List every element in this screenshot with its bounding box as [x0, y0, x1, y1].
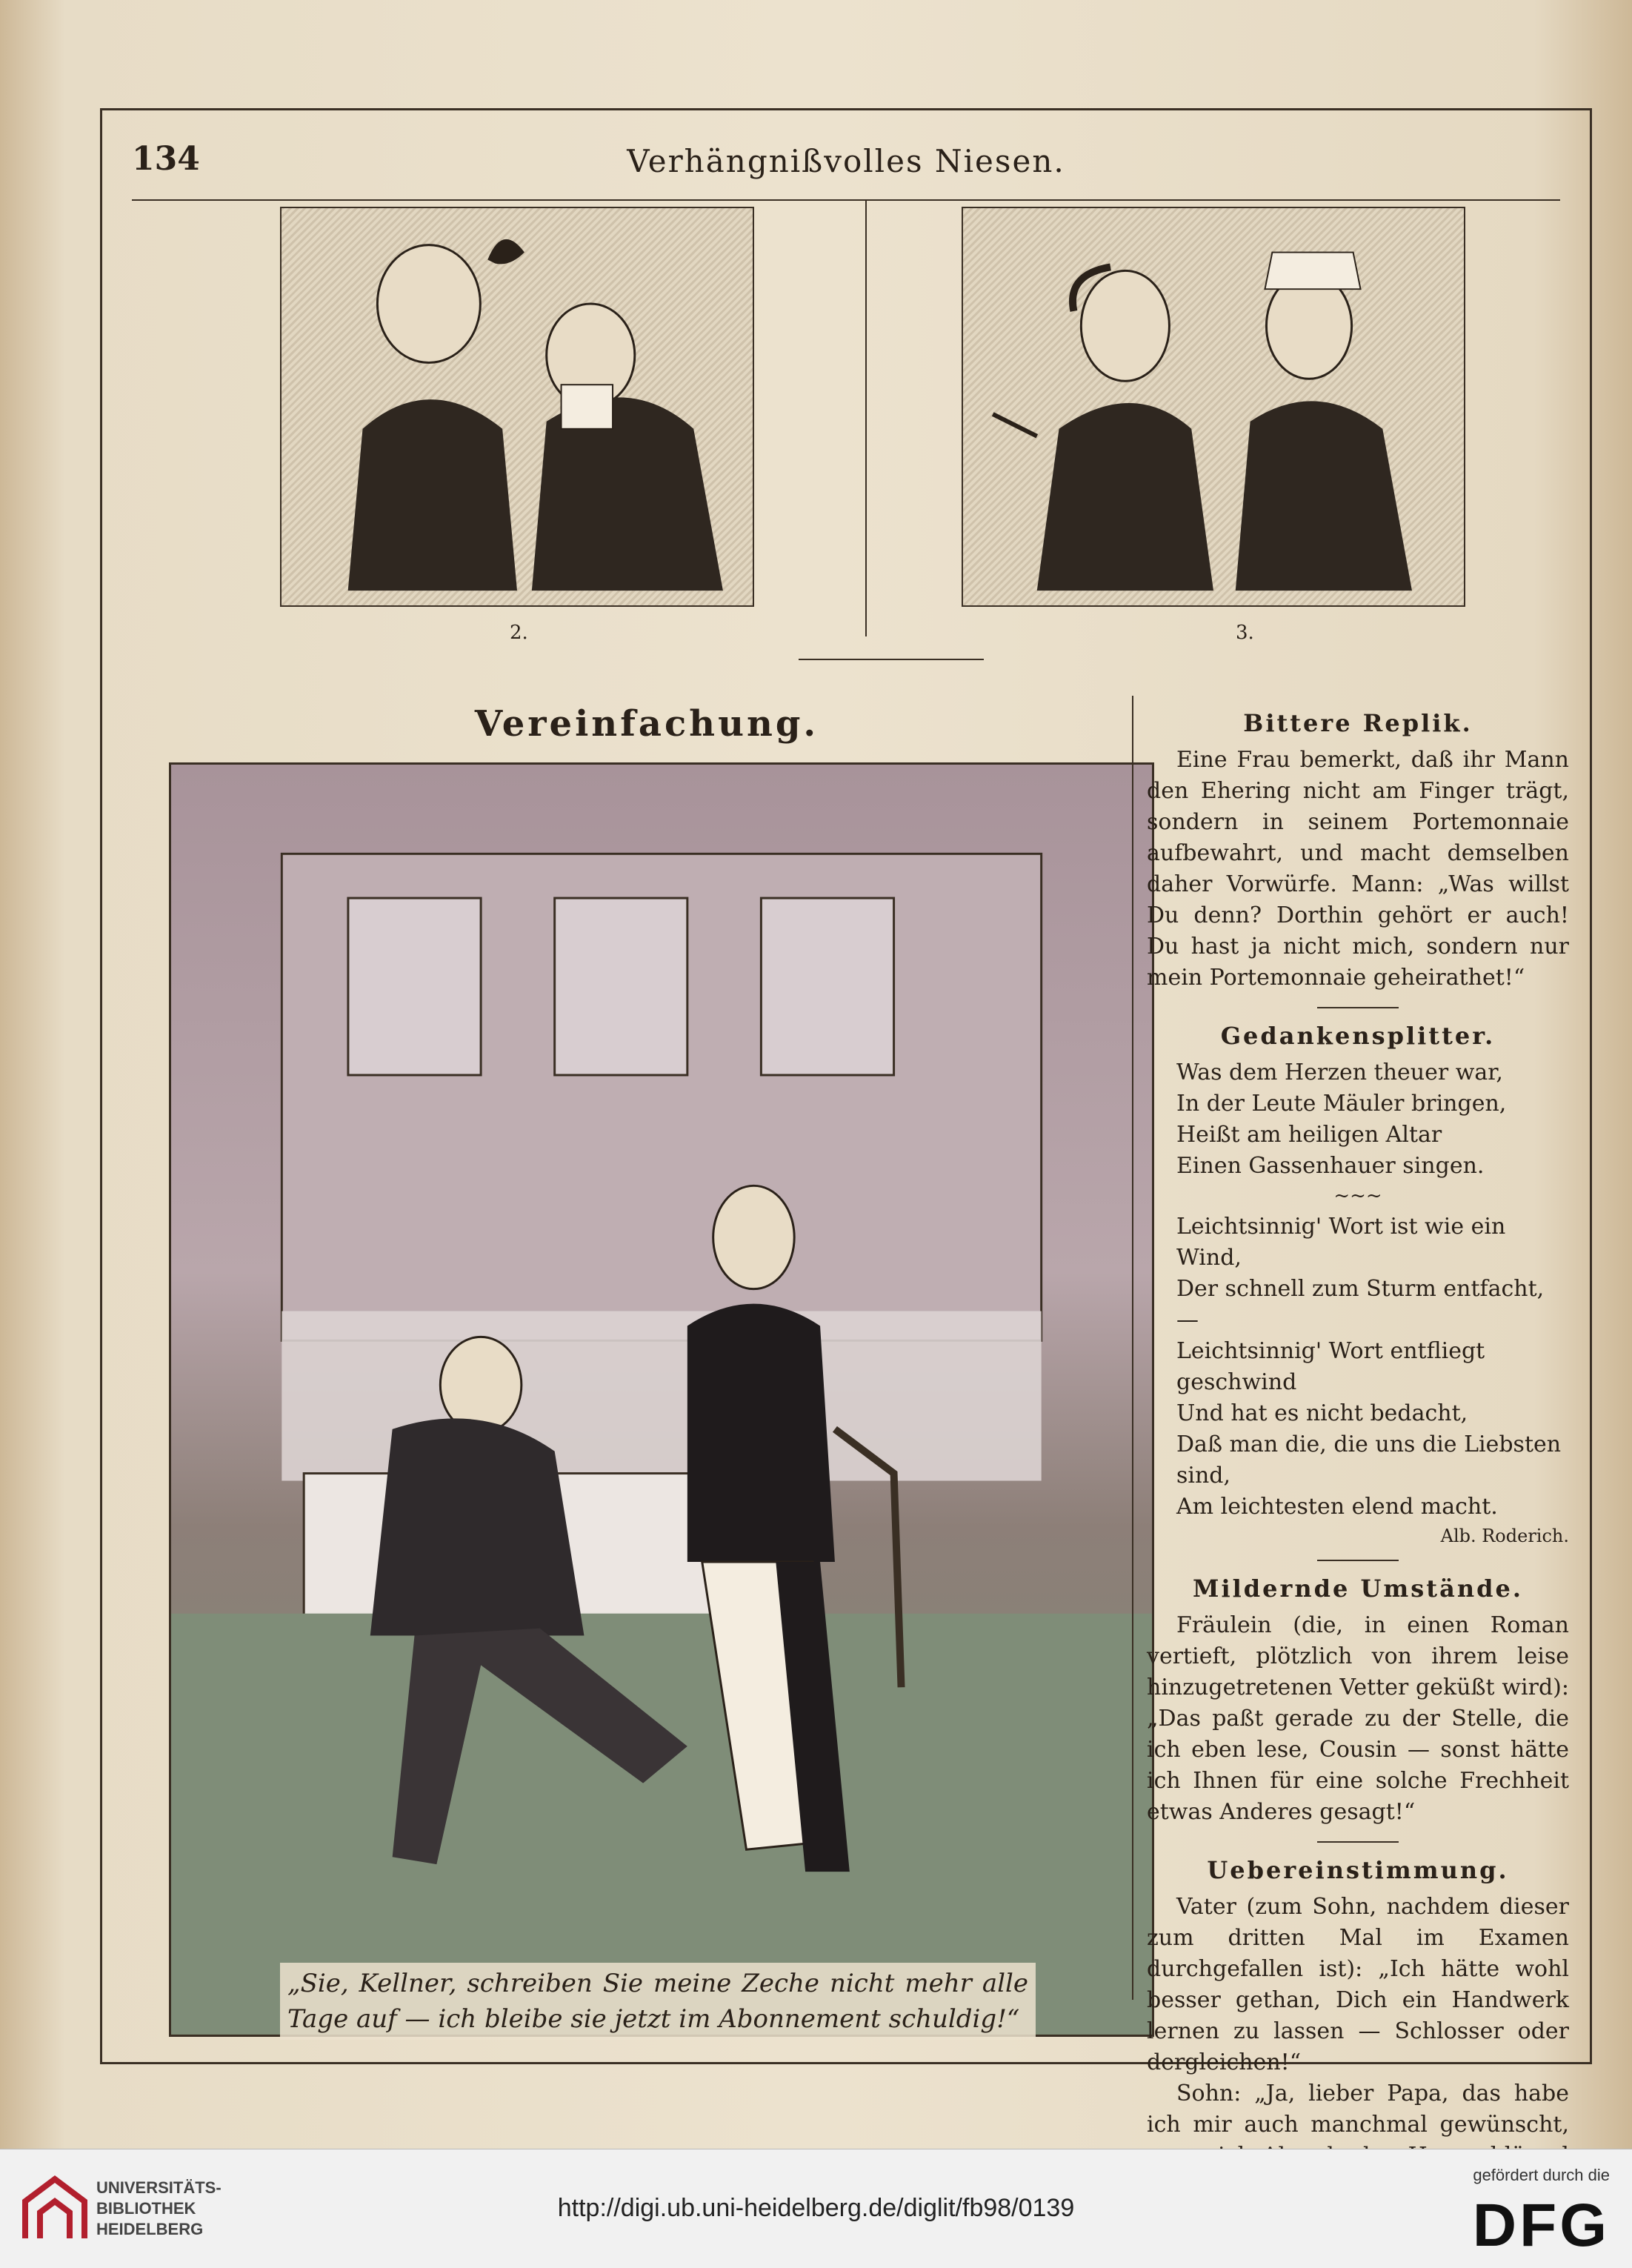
section-text-bittere-replik: Eine Frau bemerkt, daß ihr Mann den Ehering nicht am Finger trägt, sondern in seinem Portemonnaie aufbewahrt, und macht demselben daher Vorwürfe. Mann: „Was willst Du denn? Dorthin gehört er auch! Du hast ja nicht mich, sondern nur mein Portemonnaie geheirathet!“ [1147, 747, 1569, 991]
running-title: Verhängnißvolles Niesen. [627, 143, 1065, 179]
cartoon-illustration [169, 762, 1154, 2037]
cartoon-drawing [171, 765, 1152, 2035]
illustration-figure-2 [280, 207, 754, 607]
author-signature: Alb. Roderich. [1440, 1526, 1569, 1546]
permalink-url[interactable]: http://digi.ub.uni-heidelberg.de/diglit/fb98/0139 [557, 2194, 1075, 2222]
section-rule [1317, 1560, 1399, 1561]
column-rule [1132, 696, 1133, 2000]
separator-rule [799, 659, 984, 660]
right-column [1147, 696, 1569, 2203]
cartoon-caption: „Sie, Kellner, schreiben Sie meine Zeche nicht mehr alle Tage auf — ich bleibe sie jetzt im Abonnement schuldig!“ [280, 1963, 1036, 2040]
section-text-uebereinstimmung-vater: Vater (zum Sohn, nachdem dieser zum dritten Mal im Examen durchgefallen ist): „Ich hätte wohl besser gethan, Dich ein Handwerk lernen zu lassen — Schlosser oder dergleichen!“ [1147, 1894, 1569, 2075]
cartoon-title: Vereinfachung. [474, 703, 819, 745]
section-title-mildernde-umstaende: Mildernde Umstände. [1193, 1574, 1523, 1603]
figure-3-label: 3. [1236, 622, 1254, 644]
university-library-name: UNIVERSITÄTS- BIBLIOTHEK HEIDELBERG [96, 2178, 222, 2238]
viewer-footer [0, 2149, 1632, 2268]
section-title-uebereinstimmung: Uebereinstimmung. [1207, 1856, 1509, 1884]
header-rule [132, 199, 1560, 201]
funded-by-label: gefördert durch die [1473, 2166, 1610, 2184]
section-title-gedankensplitter: Gedankensplitter. [1220, 1022, 1496, 1050]
verse-separator: ~~~ [1333, 1185, 1382, 1207]
verse-1: Was dem Herzen theuer war, In der Leute Mäuler bringen, Heißt am heiligen Altar Einen Gassenhauer singen. [1176, 1060, 1507, 1179]
illustration-figure-3 [962, 207, 1465, 607]
page-header [102, 110, 1590, 222]
page-number: 134 [132, 140, 200, 178]
dfg-logo[interactable]: DFG [1472, 2192, 1610, 2259]
section-text-mildernde-umstaende: Fräulein (die, in einen Roman vertieft, plötzlich von ihrem leise hinzugetretenen Vetter geküßt wird): „Das paßt gerade zu der Stelle, die ich eben lese, Cousin — sonst hätte ich Ihnen für eine solche Frechheit etwas Anderes gesagt!“ [1147, 1612, 1569, 1825]
figure-2-drawing [282, 208, 753, 605]
section-rule [1317, 1841, 1399, 1843]
figure-2-label: 2. [510, 622, 528, 644]
figure-3-drawing [963, 208, 1464, 605]
section-title-bittere-replik: Bittere Replik. [1243, 709, 1473, 737]
page-frame [100, 108, 1592, 2138]
section-rule [1317, 1007, 1399, 1008]
verse-2: Leichtsinnig' Wort ist wie ein Wind, Der schnell zum Sturm entfacht, — Leichtsinnig' Wort entfliegt geschwind Und hat es nicht bedacht, Daß man die, die uns die Liebsten sind, Am leichtesten elend macht. [1176, 1214, 1562, 1520]
section-text-uebereinstimmung-sohn: Sohn: „Ja, lieber Papa, das habe ich mir auch manchmal gewünscht, [1147, 2081, 1569, 2138]
figure-divider [865, 199, 867, 636]
